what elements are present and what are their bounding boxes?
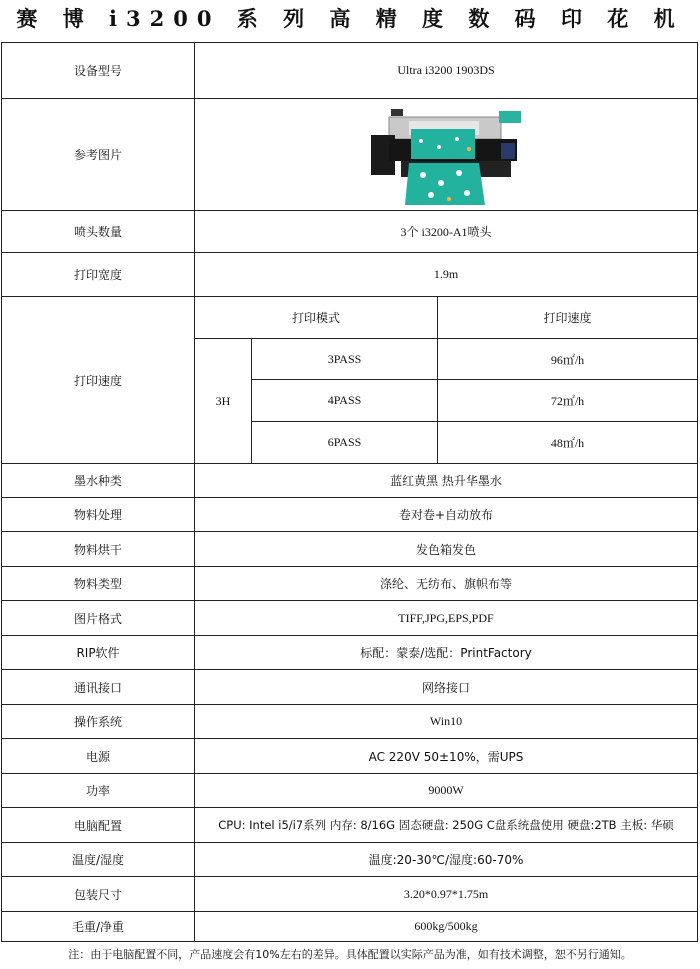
label-reference-image: 参考图片 (1, 98, 195, 211)
speed-3pass: 96㎡/h (437, 338, 698, 380)
label-power-supply: 电源 (1, 738, 195, 774)
speed-4pass: 72㎡/h (437, 379, 698, 422)
value-package-size: 3.20*0.97*1.75m (194, 876, 698, 912)
value-material-handling: 卷对卷+自动放布 (194, 497, 698, 532)
value-material-drying: 发色箱发色 (194, 531, 698, 567)
footnote: 注：由于电脑配置不同，产品速度会有10%左右的差异。具体配置以实际产品为准，如有技术调整，恕不另行通知。 (68, 948, 632, 961)
label-model: 设备型号 (1, 42, 195, 99)
label-print-width: 打印宽度 (1, 252, 195, 297)
label-print-speed: 打印速度 (1, 296, 195, 464)
label-ink-type: 墨水种类 (1, 463, 195, 498)
label-pc-config: 电脑配置 (1, 807, 195, 843)
label-nozzle-count: 喷头数量 (1, 210, 195, 253)
label-material-handling: 物料处理 (1, 497, 195, 532)
label-package-size: 包装尺寸 (1, 876, 195, 912)
label-power: 功率 (1, 773, 195, 808)
value-power: 9000W (194, 773, 698, 808)
value-ink-type: 蓝红黄黑 热升华墨水 (194, 463, 698, 498)
label-material-drying: 物料烘干 (1, 531, 195, 567)
label-rip-software: RIP软件 (1, 635, 195, 670)
label-temp-humidity: 温度/湿度 (1, 842, 195, 877)
mode-6pass: 6PASS (251, 421, 438, 464)
value-image-format: TIFF,JPG,EPS,PDF (194, 600, 698, 636)
spec-table (1, 42, 698, 941)
value-material-type: 涤纶、无纺布、旗帜布等 (194, 566, 698, 601)
label-os: 操作系统 (1, 704, 195, 739)
value-rip-software: 标配：蒙泰/选配：PrintFactory (194, 635, 698, 670)
page-title: 赛 博 i3200 系 列 高 精 度 数 码 印 花 机 (16, 6, 684, 31)
speed-6pass: 48㎡/h (437, 421, 698, 464)
label-material-type: 物料类型 (1, 566, 195, 601)
mode-4pass: 4PASS (251, 379, 438, 422)
value-temp-humidity: 温度:20-30℃/湿度:60-70% (194, 842, 698, 877)
mode-3pass: 3PASS (251, 338, 438, 380)
head-group: 3H (194, 338, 252, 464)
value-weight: 600kg/500kg (194, 911, 698, 942)
reference-image-cell (194, 98, 698, 211)
value-os: Win10 (194, 704, 698, 739)
header-print-speed: 打印速度 (437, 296, 698, 339)
value-nozzle-count: 3个 i3200-A1喷头 (194, 210, 698, 253)
label-image-format: 图片格式 (1, 600, 195, 636)
label-interface: 通讯接口 (1, 669, 195, 705)
value-print-width: 1.9m (194, 252, 698, 297)
value-model: Ultra i3200 1903DS (194, 42, 698, 99)
header-print-mode: 打印模式 (194, 296, 438, 339)
value-pc-config: CPU: Intel i5/i7系列 内存: 8/16G 固态硬盘: 250G C盘系统盘使用 硬盘:2TB 主板: 华硕 (194, 807, 698, 843)
value-power-supply: AC 220V 50±10%，需UPS (194, 738, 698, 774)
value-interface: 网络接口 (194, 669, 698, 705)
printer-image (361, 105, 531, 205)
label-weight: 毛重/净重 (1, 911, 195, 942)
